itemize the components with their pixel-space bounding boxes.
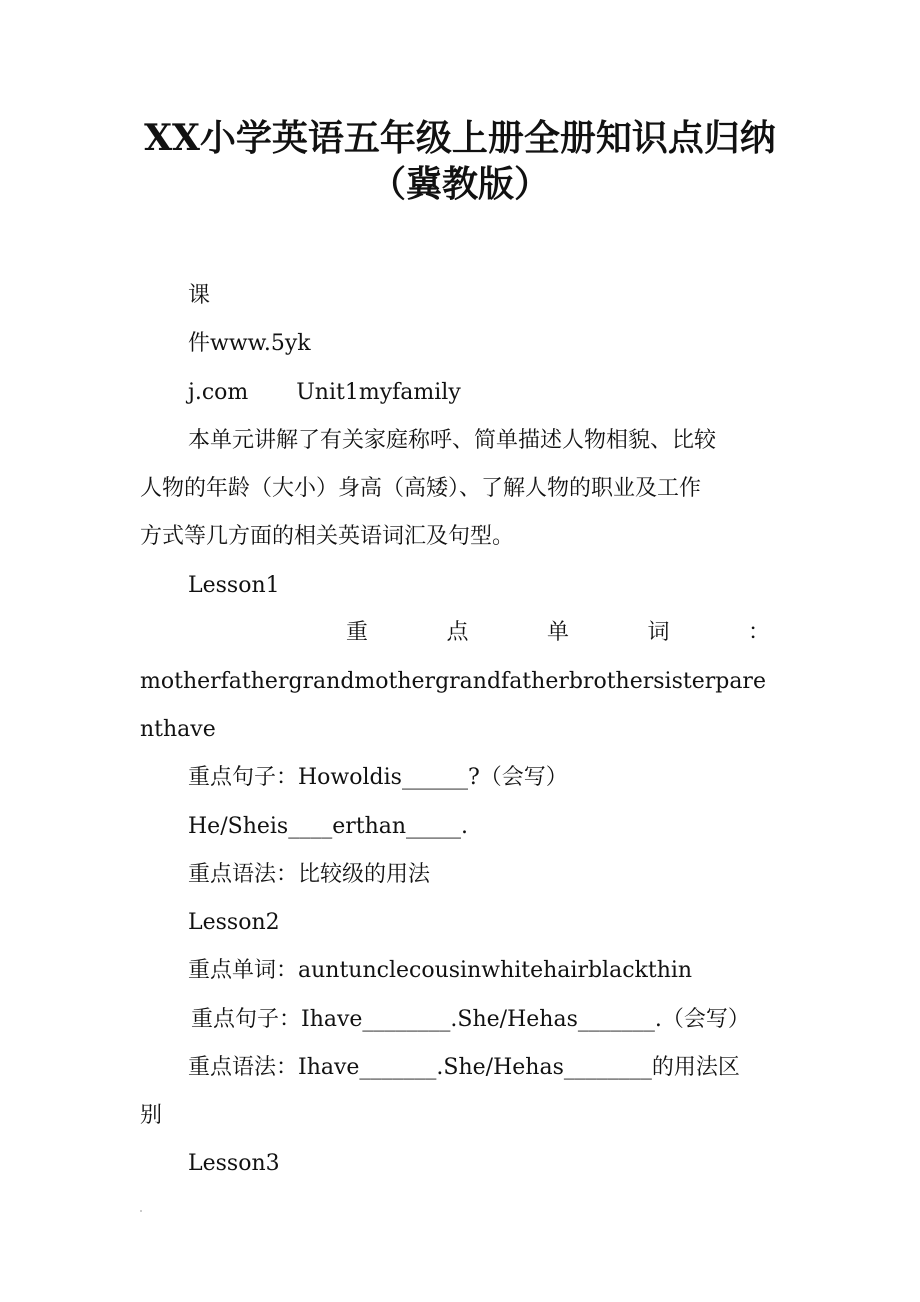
text-com-unit — [188, 377, 461, 409]
lesson2-grammar-line1: 重点语法：Ihave_______.She/Hehas________的用法区 — [188, 1055, 740, 1080]
document-title-line1: XX小学英语五年级上册全册知识点归纳 — [144, 117, 776, 159]
intro-line-2: 人物的年龄（大小）身高（高矮）、了解人物的职业及工作 — [140, 476, 702, 501]
unit-heading: Unit1myfamily — [296, 380, 461, 405]
kw-char-5: ： — [747, 620, 770, 645]
kw-char-3: 单 — [546, 620, 569, 645]
lesson2-heading: Lesson2 — [188, 910, 280, 935]
page-speck — [140, 1210, 142, 1212]
lesson1-words-line2: nthave — [140, 717, 216, 742]
kw-char-4: 词 — [647, 620, 670, 645]
lesson3-heading: Lesson3 — [188, 1151, 280, 1176]
lesson1-grammar: 重点语法：比较级的用法 — [188, 862, 431, 887]
text-com: j.com — [188, 380, 249, 405]
text-jian-url: 件www.5yk — [188, 331, 311, 356]
lesson1-sentence-1: 重点句子：Howoldis______?（会写） — [188, 765, 568, 790]
lesson2-words: 重点单词：auntunclecousinwhitehairblackthin — [188, 958, 693, 983]
lesson2-grammar-line2: 别 — [140, 1103, 163, 1128]
lesson2-sentence: 重点句子：Ihave________.She/Hehas_______.（会写） — [191, 1007, 750, 1032]
lesson1-heading: Lesson1 — [188, 573, 280, 598]
kw-char-1: 重 — [346, 620, 369, 645]
text-ke: 课 — [188, 283, 211, 308]
lesson1-words-line1: motherfathergrandmothergrandfatherbrothersisterpare — [140, 669, 766, 694]
intro-line-3: 方式等几方面的相关英语词汇及句型。 — [140, 524, 515, 549]
lesson1-sentence-2: He/Sheis____erthan_____. — [188, 814, 469, 839]
kw-char-2: 点 — [446, 620, 469, 645]
document-title-line2: （冀教版） — [369, 163, 550, 205]
intro-line-1: 本单元讲解了有关家庭称呼、简单描述人物相貌、比较 — [188, 428, 717, 453]
key-words-label-row — [346, 617, 770, 649]
